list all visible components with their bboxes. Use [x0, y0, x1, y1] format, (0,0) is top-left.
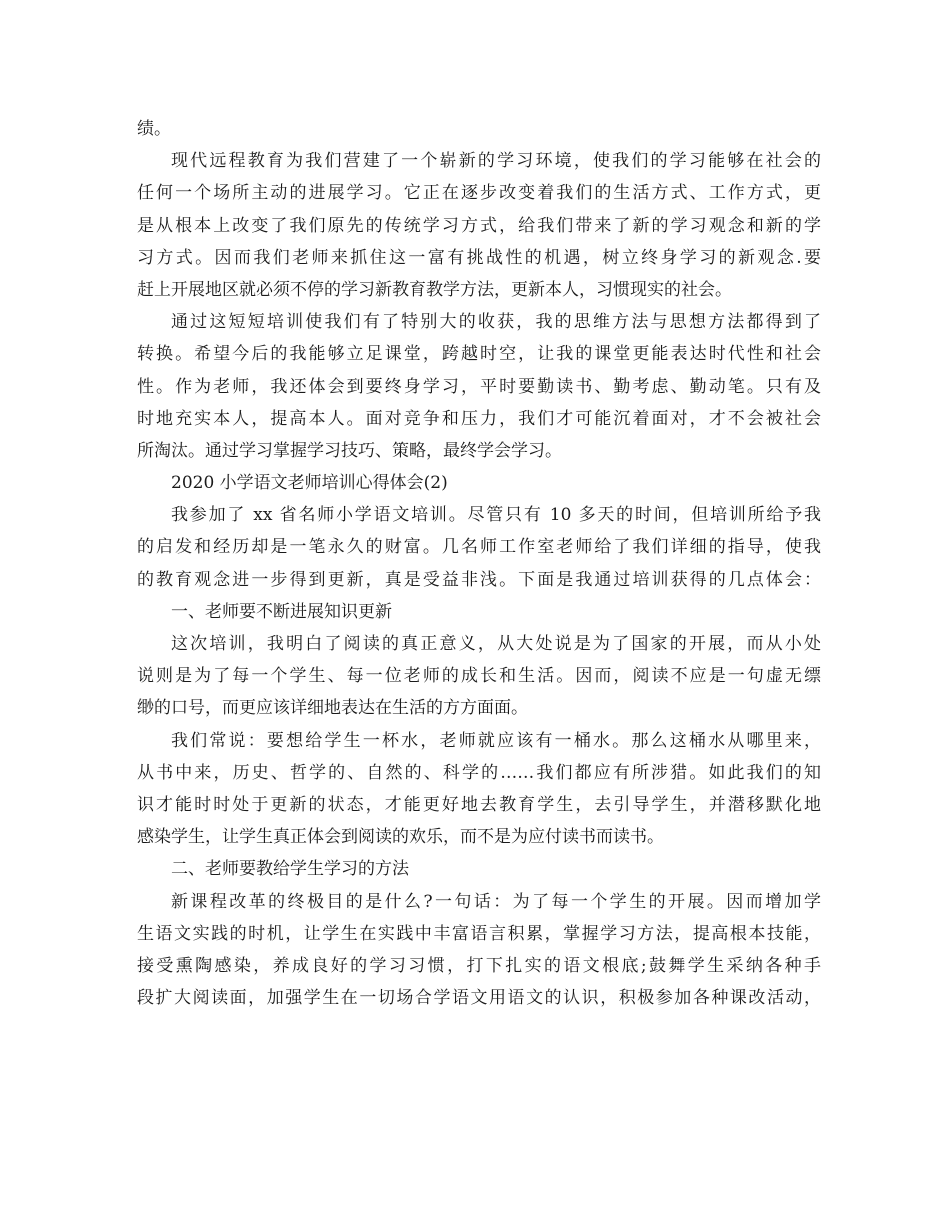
text-line: 一、老师要不断进展知识更新 [171, 601, 392, 622]
text-line: 我参加了 xx 省名师小学语文培训。尽管只有 10 多天的时间，但培训所给予我 [171, 505, 821, 526]
text-line: 通过这短短培训使我们有了特别大的收获，我的思维方法与思想方法都得到了 [171, 312, 821, 333]
text-line: 感染学生，让学生真正体会到阅读的欢乐，而不是为应付读书而读书。 [137, 827, 664, 848]
text-line: 从书中来，历史、哲学的、自然的、科学的……我们都应有所涉猎。如此我们的知 [137, 762, 821, 783]
text-line: 说则是为了每一个学生、每一位老师的成长和生活。因而，阅读不应是一句虚无缥 [137, 666, 821, 687]
text-line: 二、老师要教给学生学习的方法 [171, 859, 409, 880]
text-line: 新课程改革的终极目的是什么?一句话：为了每一个学生的开展。因而增加学 [171, 891, 821, 912]
text-line: 接受熏陶感染，养成良好的学习习惯，打下扎实的语文根底;鼓舞学生采纳各种手 [137, 955, 821, 976]
text-line: 习方式。因而我们老师来抓住这一富有挑战性的机遇，树立终身学习的新观念.要 [137, 247, 821, 268]
text-line: 绩。 [137, 119, 171, 139]
document-body [137, 113, 821, 1014]
text-line: 性。作为老师，我还体会到要终身学习，平时要勤读书、勤考虑、勤动笔。只有及 [137, 376, 821, 397]
text-line: 是从根本上改变了我们原先的传统学习方式，给我们带来了新的学习观念和新的学 [137, 215, 821, 236]
text-line: 现代远程教育为我们营建了一个崭新的学习环境，使我们的学习能够在社会的 [171, 151, 821, 172]
text-line: 时地充实本人，提高本人。面对竞争和压力，我们才可能沉着面对，才不会被社会 [137, 408, 821, 429]
text-line: 2020 小学语文老师培训心得体会(2) [171, 473, 448, 494]
text-line: 我们常说：要想给学生一杯水，老师就应该有一桶水。那么这桶水从哪里来， [171, 730, 821, 751]
text-line: 这次培训，我明白了阅读的真正意义，从大处说是为了国家的开展，而从小处 [171, 634, 821, 654]
text-line: 缈的口号，而更应该详细地表达在生活的方方面面。 [137, 698, 528, 719]
text-line: 的启发和经历却是一笔永久的财富。几名师工作室老师给了我们详细的指导，使我 [137, 537, 821, 558]
text-line: 任何一个场所主动的进展学习。它正在逐步改变着我们的生活方式、工作方式，更 [137, 183, 821, 204]
text-line: 赶上开展地区就必须不停的学习新教育教学方法，更新本人，习惯现实的社会。 [137, 279, 732, 300]
text-line: 生语文实践的时机，让学生在实践中丰富语言积累，掌握学习方法，提高根本技能， [137, 923, 821, 944]
text-line: 转换。希望今后的我能够立足课堂，跨越时空，让我的课堂更能表达时代性和社会 [137, 344, 821, 365]
text-line: 的教育观念进一步得到更新，真是受益非浅。下面是我通过培训获得的几点体会： [137, 569, 821, 590]
text-line: 段扩大阅读面，加强学生在一切场合学语文用语文的认识，积极参加各种课改活动， [137, 988, 821, 1009]
text-line: 识才能时时处于更新的状态，才能更好地去教育学生，去引导学生，并潜移默化地 [137, 794, 821, 815]
text-line: 所淘汰。通过学习掌握学习技巧、策略，最终学会学习。 [137, 440, 562, 461]
